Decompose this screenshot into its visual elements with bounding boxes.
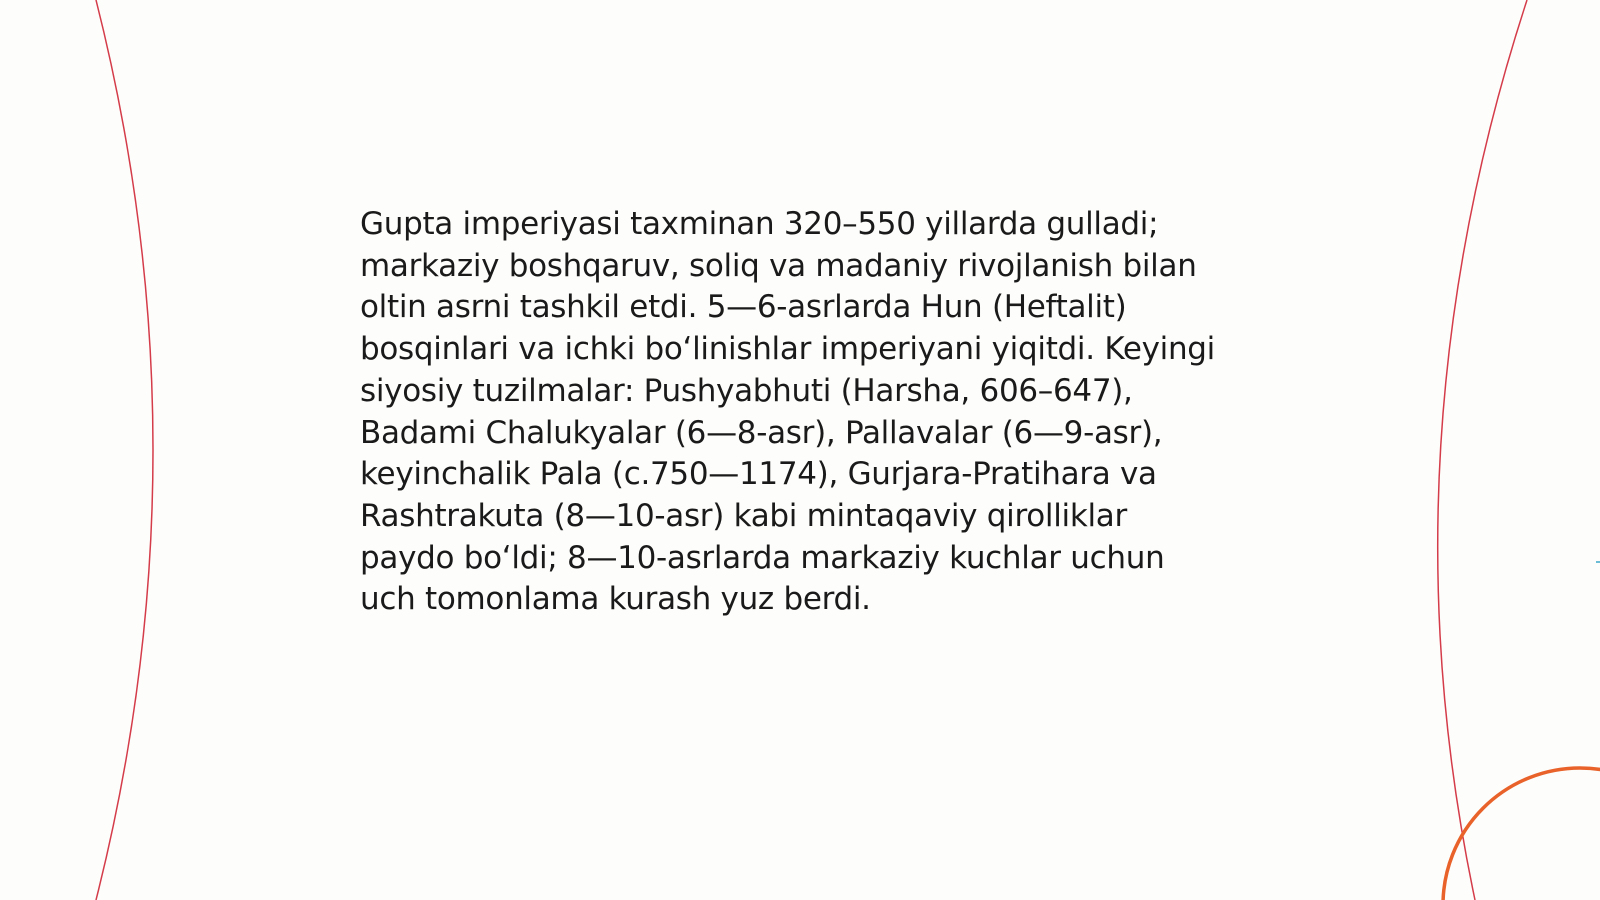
orange-accent-arc <box>1443 768 1600 900</box>
left-curve-line <box>96 0 153 900</box>
right-curve-line <box>1438 0 1527 900</box>
slide-body-text: Gupta imperiyasi taxminan 320–550 yillarda gulladi; markaziy boshqaruv, soliq va madaniy rivojlanish bilan oltin asrni tashkil etdi. 5—6-asrlarda Hun (Heftalit) bosqinlari va ichki boʻlinishlar imperiyani yiqitdi. Keyingi siyosiy tuzilmalar: Pushyabhuti (Harsha, 606–647), Badami Chalukyalar (6—8-asr), Pallavalar (6—9-asr), keyinchalik Pala (c.750—1174), Gurjara-Pratihara va Rashtrakuta (8—10-asr) kabi mintaqaviy qirolliklar paydo boʻldi; 8—10-asrlarda markaziy kuchlar uchun uch tomonlama kurash yuz berdi. <box>360 206 1215 618</box>
